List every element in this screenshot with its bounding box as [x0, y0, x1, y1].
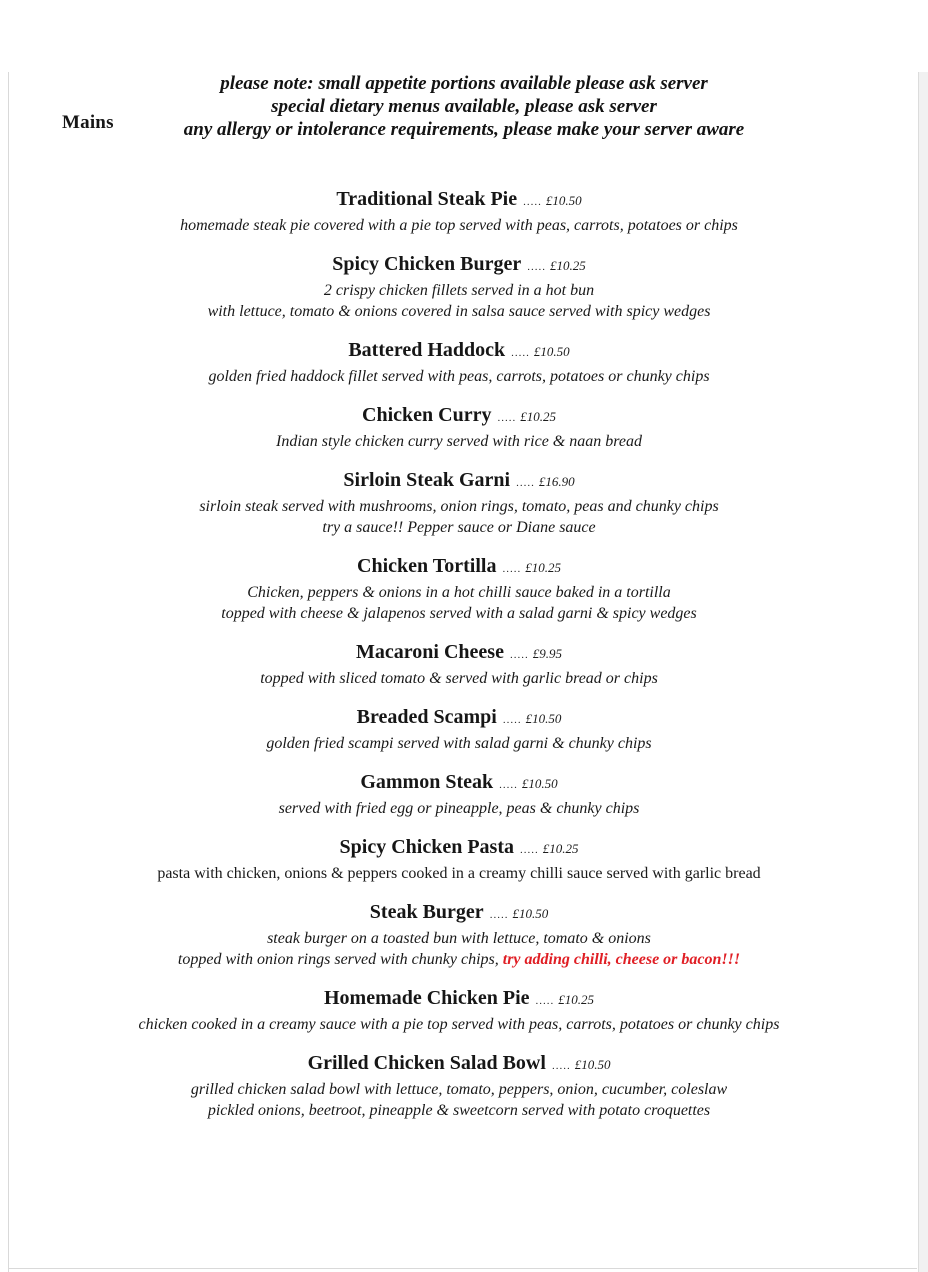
menu-item-description-line — [0, 1014, 918, 1035]
dish-price: £10.50 — [525, 711, 562, 726]
description-text: golden fried haddock fillet served with peas, carrots, potatoes or chunky chips — [208, 368, 710, 385]
dish-name: Breaded Scampi — [356, 706, 497, 728]
page-bottom-edge — [9, 1268, 917, 1269]
price-dots: ..... — [516, 477, 535, 489]
description-text: topped with cheese & jalapenos served with a salad garni & spicy wedges — [221, 605, 697, 622]
menu-item-descriptions — [0, 928, 918, 970]
price-dots: ..... — [527, 261, 546, 273]
menu-item-description-line — [0, 798, 918, 819]
dish-name: Spicy Chicken Burger — [332, 253, 522, 275]
footer-note-line: any allergy or intolerance requirements, please make your server aware — [183, 119, 745, 140]
price-dots: ..... — [502, 714, 522, 726]
price-dots: ..... — [499, 779, 518, 791]
description-text: homemade steak pie covered with a pie top served with peas, carrots, potatoes or chips — [180, 217, 738, 234]
price-dots: ..... — [551, 1060, 571, 1072]
description-text: pickled onions, beetroot, pineapple & sweetcorn served with potato croquettes — [207, 1102, 711, 1119]
menu-item-descriptions — [0, 496, 918, 538]
description-text: golden fried scampi served with salad garni & chunky chips — [266, 735, 652, 752]
description-text: chicken cooked in a creamy sauce with a pie top served with peas, carrots, potatoes or chunky chips — [138, 1016, 780, 1033]
description-text: Chicken, peppers & onions in a hot chilli sauce baked in a tortilla — [247, 584, 671, 601]
dish-price: £10.50 — [574, 1057, 611, 1072]
menu-item-descriptions — [0, 366, 918, 387]
menu-item-title — [0, 1050, 918, 1079]
scrollbar-track[interactable] — [918, 72, 928, 1272]
menu-item — [0, 704, 918, 754]
price-dots: ..... — [497, 412, 517, 424]
dish-name: Chicken Curry — [362, 404, 492, 426]
dish-price: £10.25 — [525, 560, 561, 575]
dish-name: Chicken Tortilla — [357, 555, 497, 577]
dish-price: £10.25 — [542, 841, 579, 856]
menu-item-description-line — [0, 1079, 918, 1100]
menu-item-descriptions — [0, 863, 918, 884]
menu-item-title — [0, 899, 918, 928]
menu-item-description-line — [0, 280, 918, 301]
menu-item-title — [0, 337, 918, 366]
menu-item — [0, 985, 918, 1035]
menu-item — [0, 467, 918, 538]
price-dots: ..... — [511, 347, 530, 359]
description-text: Indian style chicken curry served with rice & naan bread — [276, 433, 642, 450]
dish-price: £9.95 — [532, 646, 562, 661]
description-text: try a sauce!! Pepper sauce or Diane sauce — [322, 519, 596, 536]
description-text: served with fried egg or pineapple, peas & chunky chips — [278, 800, 640, 817]
footer-note — [0, 72, 928, 141]
description-text: steak burger on a toasted bun with lettuce, tomato & onions — [267, 930, 651, 947]
menu-item — [0, 1050, 918, 1121]
menu-item-description-line — [0, 366, 918, 387]
menu-item — [0, 337, 918, 387]
dish-price: £10.50 — [521, 776, 558, 791]
price-dots: ..... — [489, 909, 509, 921]
description-text: topped with sliced tomato & served with garlic bread or chips — [260, 670, 658, 687]
menu-item-descriptions — [0, 1079, 918, 1121]
description-text: sirloin steak served with mushrooms, onion rings, tomato, peas and chunky chips — [199, 498, 719, 515]
dish-name: Traditional Steak Pie — [336, 188, 518, 210]
menu-item-description-line — [0, 863, 918, 884]
menu-item — [0, 186, 918, 236]
menu-item-description-line — [0, 603, 918, 624]
description-text: topped with onion rings served with chunky chips, — [177, 951, 503, 968]
dish-name: Gammon Steak — [360, 771, 494, 793]
menu-item-description-line — [0, 668, 918, 689]
menu-list — [0, 186, 918, 1136]
description-text: grilled chicken salad bowl with lettuce, tomato, peppers, onion, cucumber, coleslaw — [190, 1081, 728, 1098]
menu-item — [0, 402, 918, 452]
menu-item-descriptions — [0, 215, 918, 236]
dish-name: Homemade Chicken Pie — [323, 987, 530, 1009]
dish-price: £16.90 — [538, 474, 575, 489]
highlighted-upsell-text: try adding chilli, cheese or bacon!!! — [502, 951, 741, 968]
menu-item-descriptions — [0, 280, 918, 322]
menu-item-description-line — [0, 1100, 918, 1121]
menu-item-title — [0, 834, 918, 863]
menu-item-title — [0, 467, 918, 496]
menu-item-descriptions — [0, 668, 918, 689]
price-dots: ..... — [523, 196, 542, 208]
menu-item-description-line — [0, 215, 918, 236]
dish-price: £10.25 — [520, 409, 556, 424]
price-dots: ..... — [502, 563, 522, 575]
dish-price: £10.25 — [558, 992, 595, 1007]
menu-item — [0, 769, 918, 819]
dish-name: Macaroni Cheese — [356, 641, 504, 663]
menu-item-title — [0, 186, 918, 215]
menu-item — [0, 639, 918, 689]
menu-item-descriptions — [0, 431, 918, 452]
dish-name: Steak Burger — [369, 901, 484, 923]
menu-item-description-line — [0, 582, 918, 603]
menu-item-title — [0, 553, 918, 582]
menu-item-title — [0, 251, 918, 280]
menu-item-descriptions — [0, 733, 918, 754]
menu-item — [0, 899, 918, 970]
footer-note-line: please note: small appetite portions available please ask server — [220, 73, 708, 94]
menu-item-description-line — [0, 949, 918, 970]
dish-price: £10.50 — [533, 344, 570, 359]
dish-price: £10.50 — [545, 193, 582, 208]
menu-item-title — [0, 639, 918, 668]
menu-item — [0, 834, 918, 884]
dish-price: £10.50 — [512, 906, 549, 921]
menu-item-description-line — [0, 431, 918, 452]
menu-item-description-line — [0, 301, 918, 322]
menu-item-description-line — [0, 496, 918, 517]
menu-item-description-line — [0, 733, 918, 754]
menu-item — [0, 251, 918, 322]
description-text: with lettuce, tomato & onions covered in salsa sauce served with spicy wedges — [207, 303, 711, 320]
menu-item-title — [0, 985, 918, 1014]
menu-item-description-line — [0, 928, 918, 949]
dish-name: Sirloin Steak Garni — [343, 469, 511, 491]
dish-name: Spicy Chicken Pasta — [339, 836, 514, 858]
dish-name: Grilled Chicken Salad Bowl — [307, 1052, 546, 1074]
section-title: Mains — [62, 112, 114, 133]
dish-name: Battered Haddock — [348, 339, 506, 361]
description-text: 2 crispy chicken fillets served in a hot bun — [323, 282, 595, 299]
footer-note-line: special dietary menus available, please ask server — [271, 96, 657, 117]
description-text: pasta with chicken, onions & peppers cooked in a creamy chilli sauce served with garlic bread — [157, 865, 761, 882]
menu-item-title — [0, 704, 918, 733]
dish-price: £10.25 — [549, 258, 586, 273]
menu-item-descriptions — [0, 798, 918, 819]
price-dots: ..... — [535, 995, 555, 1007]
menu-item-title — [0, 402, 918, 431]
menu-item — [0, 553, 918, 624]
price-dots: ..... — [519, 844, 539, 856]
menu-item-descriptions — [0, 1014, 918, 1035]
menu-item-title — [0, 769, 918, 798]
menu-page — [0, 72, 928, 1272]
menu-item-descriptions — [0, 582, 918, 624]
menu-item-description-line — [0, 517, 918, 538]
price-dots: ..... — [509, 649, 529, 661]
